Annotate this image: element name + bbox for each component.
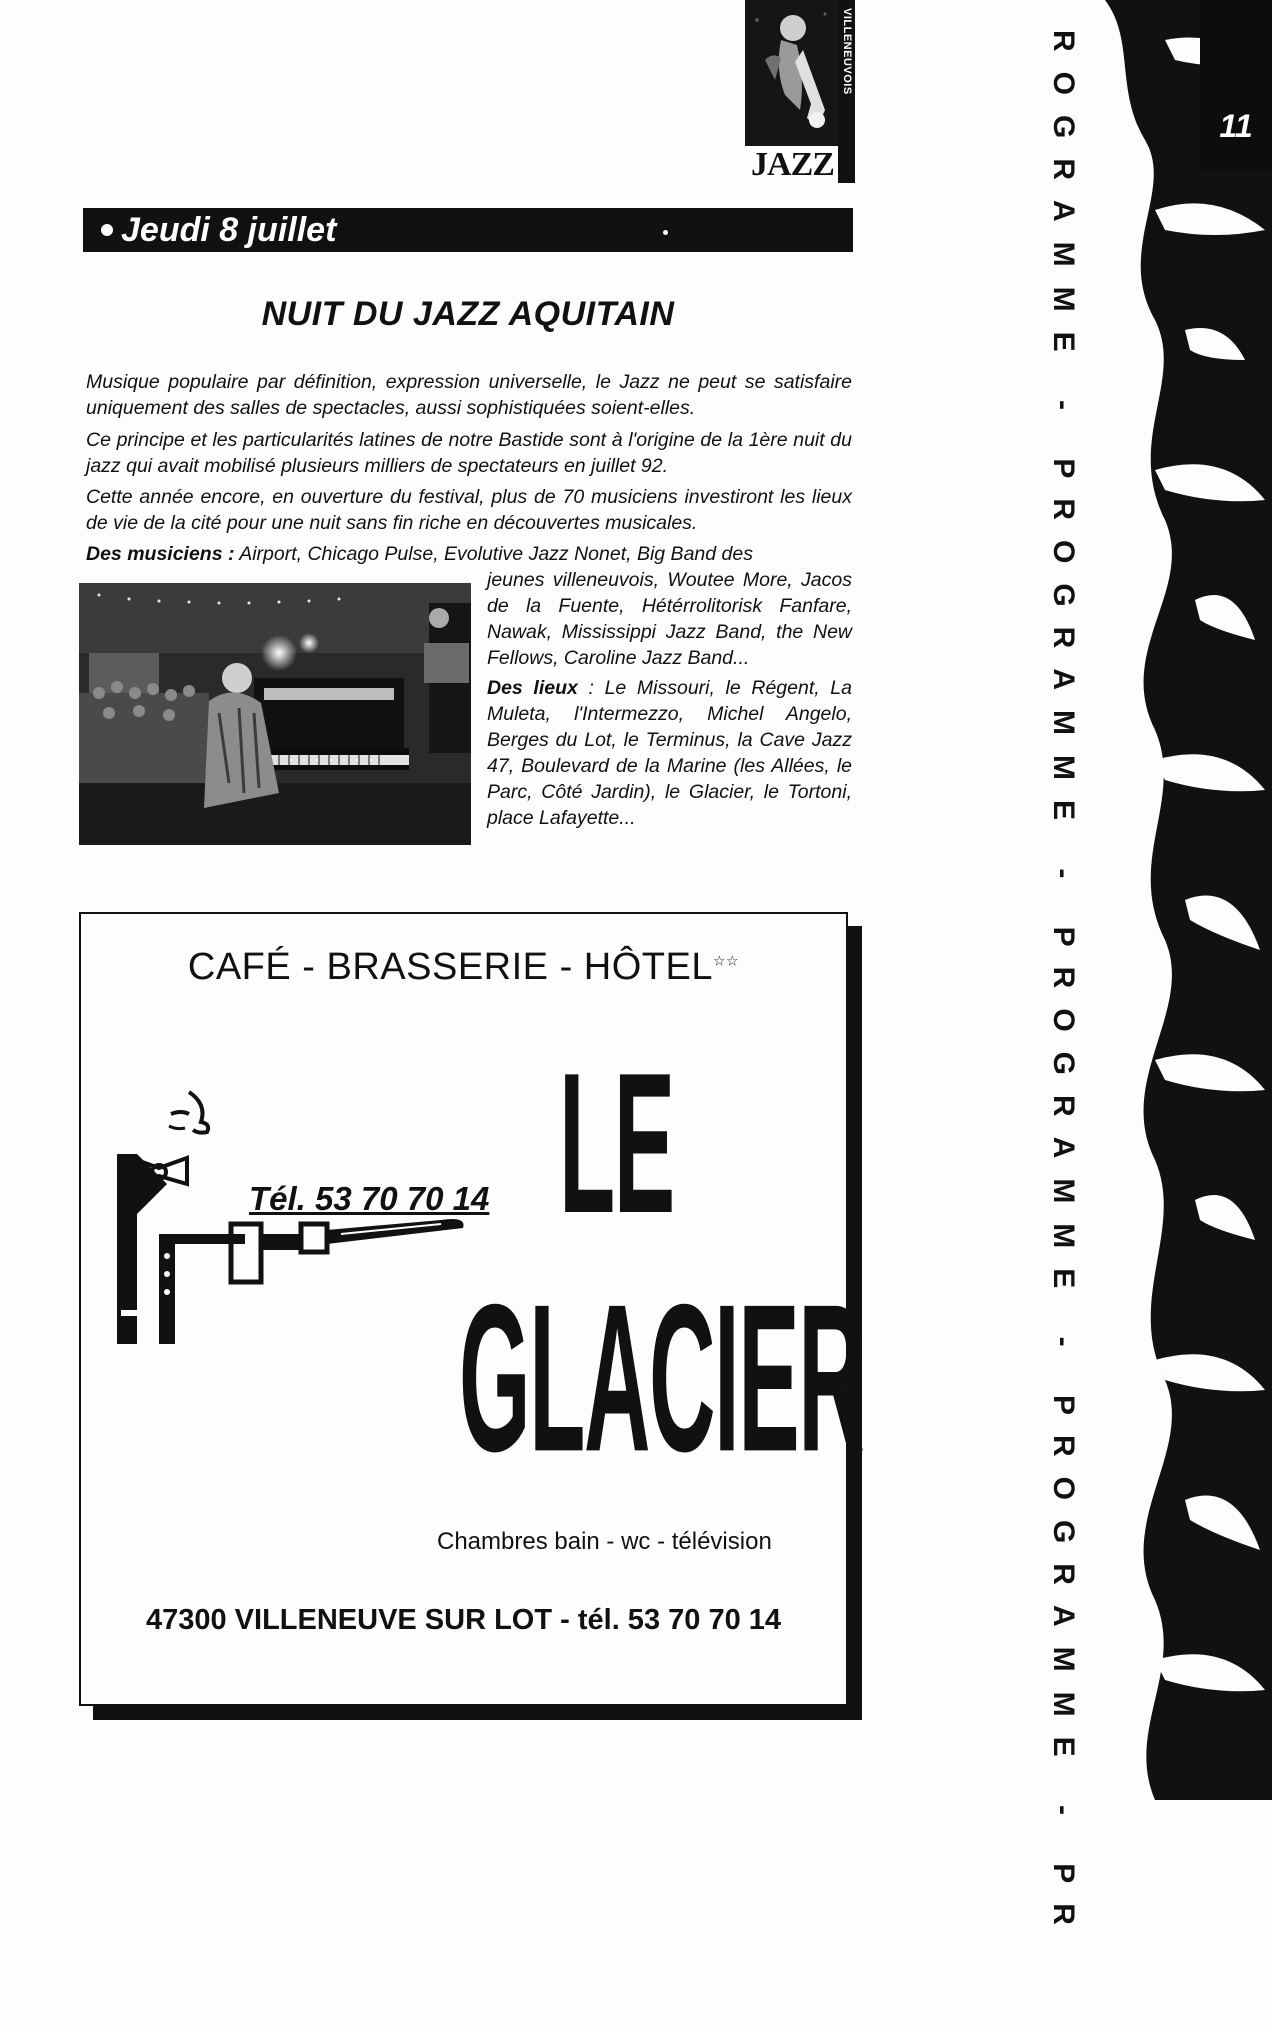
page-number: 11 xyxy=(1219,108,1253,144)
logo-jazz-word: JAZZ xyxy=(751,146,834,183)
ad-rooms-amenities: Chambres bain - wc - télévision xyxy=(437,1528,772,1555)
ad-name-glacier: GLACIER xyxy=(459,1261,864,1496)
date-bar xyxy=(83,208,853,252)
hotel-stars-icon: ☆☆ xyxy=(712,952,740,969)
decorative-brush-strip xyxy=(1095,0,1272,1800)
places-list: : Le Missouri, le Régent, La Muleta, l'Intermezzo, Michel Angelo, Berges du Lot, le Terminus, la Cave Jazz 47, Boulevard de la Marine (les Allées, le Parc, Côté Jardin), le Glacier, le Tortoni, place Lafayette... xyxy=(487,677,853,829)
places-label: Des lieux xyxy=(487,677,578,699)
ad-header-text: CAFÉ - BRASSERIE - HÔTEL xyxy=(187,946,713,988)
event-title: NUIT DU JAZZ AQUITAIN xyxy=(261,295,675,333)
musicians-list-rest: jeunes villeneuvois, Woutee More, Jacos de la Fuente, Hétérrolitorisk Fanfare, Nawak, Mississippi Jazz Band, the New Fellows, Caroline Jazz Band... xyxy=(487,569,852,669)
intro-paragraph-2: Ce principe et les particularités latines de notre Bastide sont à l'origine de la 1ère nuit du jazz qui avait mobilisé plusieurs milliers de spectateurs en juillet 92. xyxy=(86,429,852,477)
musicians-list-start: Airport, Chicago Pulse, Evolutive Jazz Nonet, Big Band des xyxy=(239,543,753,565)
page-number-tab xyxy=(1200,0,1272,170)
saxophonist-silhouette-image xyxy=(745,0,838,146)
bullet-icon xyxy=(101,224,113,236)
musicians-list-continued xyxy=(487,567,852,831)
event-date: Jeudi 8 juillet xyxy=(121,211,337,249)
dot-icon xyxy=(663,230,668,235)
programme-vertical-banner: ROGRAMME - PROGRAMME - PROGRAMME - PROGRAMME - PR xyxy=(1047,30,1080,1945)
places-paragraph xyxy=(487,675,852,831)
ad-header xyxy=(81,946,846,989)
ad-address: 47300 VILLENEUVE SUR LOT - tél. 53 70 70 14 xyxy=(145,1604,782,1636)
intro-paragraph-3: Cette année encore, en ouverture du festival, plus de 70 musiciens investiront les lieux de vie de la cité pour une nuit sans fin riche en découvertes musicales. xyxy=(86,486,852,534)
ad-phone-number: Tél. 53 70 70 14 xyxy=(249,1180,490,1217)
pianist-concert-photo xyxy=(79,583,471,845)
intro-paragraph-1: Musique populaire par définition, expression universelle, le Jazz ne peut se satisfaire uniquement des salles de spectacles, aussi sophistiquées soient-elles. xyxy=(86,371,852,419)
le-glacier-advertisement xyxy=(79,912,864,1706)
festival-logo xyxy=(745,0,855,183)
logo-villeneuvois-text: VILLENEUVOIS xyxy=(840,8,853,95)
ad-name-le: LE xyxy=(559,1032,674,1255)
musicians-label: Des musiciens : xyxy=(86,543,235,565)
logo-side-band xyxy=(838,0,855,183)
musicians-line xyxy=(86,541,852,567)
